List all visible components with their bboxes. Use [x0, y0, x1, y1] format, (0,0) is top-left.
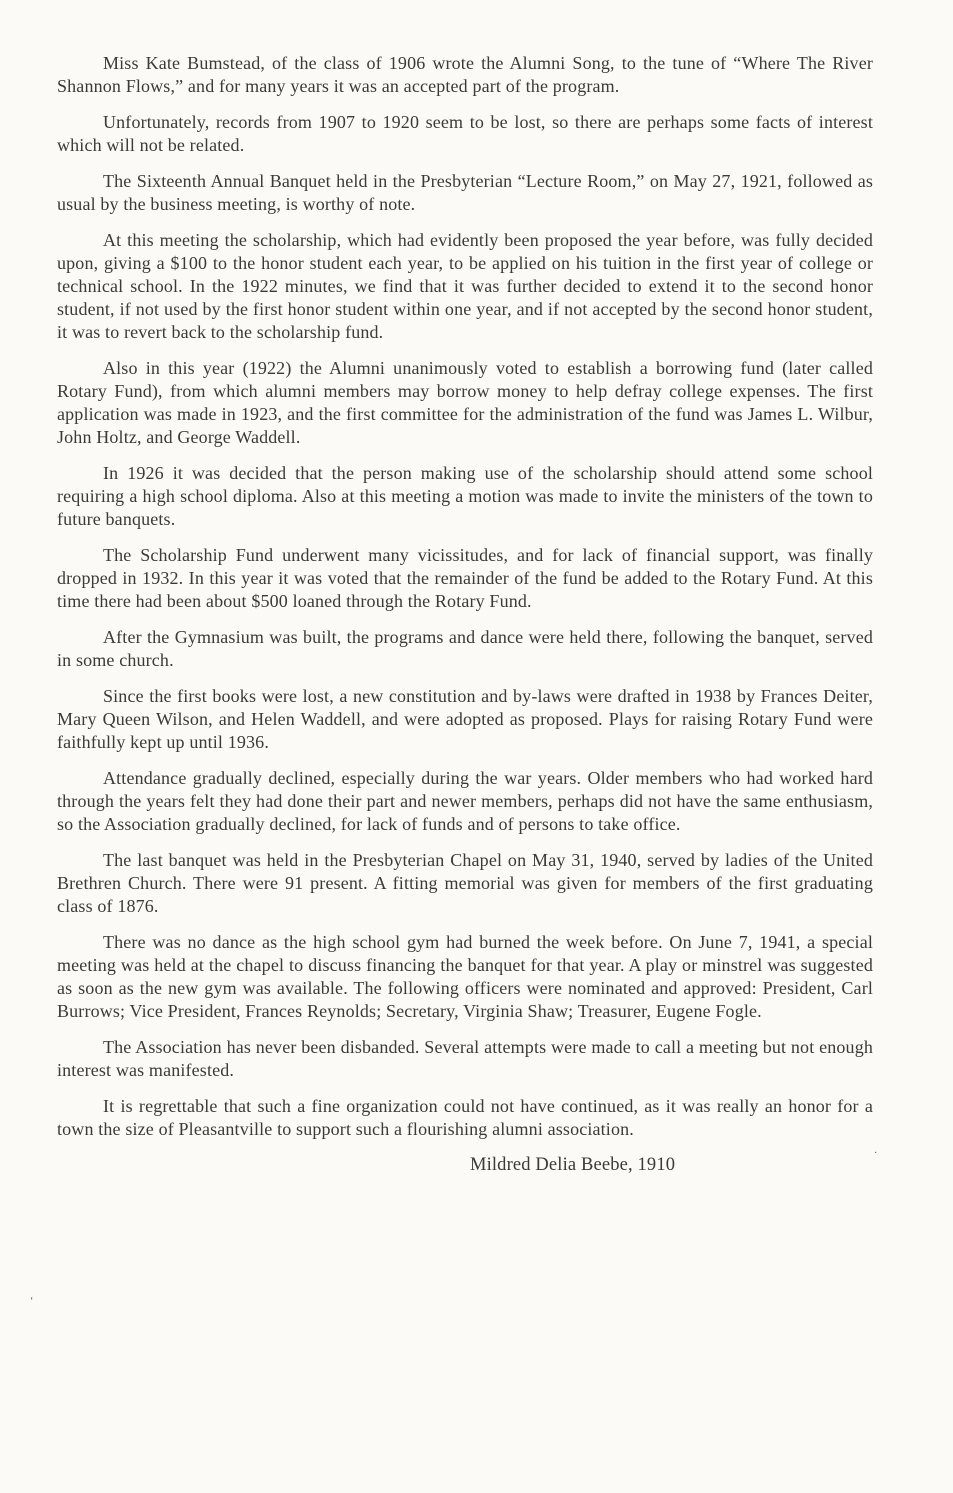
paragraph-scholarship: At this meeting the scholarship, which had evidently been proposed the year before, was fully decided upon, giving a $100 to the honor student each year, to be applied on his tuition in the first year of college or technical school. In the 1922 minutes, we find that it was further decided to extend it to the second honor student, if not used by the first honor student within one year, and if not accepted by the second honor student, it was to revert back to the scholarship fund.	[57, 230, 873, 342]
margin-mark: ·	[874, 1148, 878, 1159]
paragraph-gymnasium: After the Gymnasium was built, the programs and dance were held there, following the banquet, served in some church.	[57, 627, 873, 670]
paragraph-scholarship-dropped: The Scholarship Fund underwent many vicissitudes, and for lack of financial support, was finally dropped in 1932. In this year it was voted that the remainder of the fund be added to the Rotary Fund. At this time there had been about $500 loaned through the Rotary Fund.	[57, 545, 873, 611]
paragraph-alumni-song: Miss Kate Bumstead, of the class of 1906 wrote the Alumni Song, to the tune of “Where The River Shannon Flows,” and for many years it was an accepted part of the program.	[57, 53, 873, 96]
paragraph-lost-records: Unfortunately, records from 1907 to 1920 seem to be lost, so there are perhaps some facts of interest which will not be related.	[57, 112, 873, 155]
paragraph-constitution: Since the first books were lost, a new constitution and by-laws were drafted in 1938 by Frances Deiter, Mary Queen Wilson, and Helen Waddell, and were adopted as proposed. Plays for raising Rotary Fund were faithfully kept up until 1936.	[57, 686, 873, 752]
document-page	[57, 52, 873, 1177]
paragraph-special-meeting: There was no dance as the high school gym had burned the week before. On June 7, 1941, a special meeting was held at the chapel to discuss financing the banquet for that year. A play or minstrel was suggested as soon as the new gym was available. The following officers were nominated and approved: President, Carl Burrows; Vice President, Frances Reynolds; Secretary, Virginia Shaw; Treasurer, Eugene Fogle.	[57, 932, 873, 1021]
paragraph-attendance: Attendance gradually declined, especially during the war years. Older members who had worked hard through the years felt they had done their part and newer members, perhaps did not have the same enthusiasm, so the Association gradually declined, for lack of funds and of persons to take office.	[57, 768, 873, 834]
paragraph-closing: It is regrettable that such a fine organization could not have continued, as it was really an honor for a town the size of Pleasantville to support such a flourishing alumni association.	[57, 1096, 873, 1139]
paragraph-borrowing-fund: Also in this year (1922) the Alumni unanimously voted to establish a borrowing fund (later called Rotary Fund), from which alumni members may borrow money to help defray college expenses. The first application was made in 1923, and the first committee for the administration of the fund was James L. Wilbur, John Holtz, and George Waddell.	[57, 358, 873, 447]
margin-mark: ‘	[30, 1296, 34, 1307]
signature: Mildred Delia Beebe, 1910	[470, 1155, 676, 1175]
paragraph-1926-decision: In 1926 it was decided that the person making use of the scholarship should attend some school requiring a high school diploma. Also at this meeting a motion was made to invite the ministers of the town to future banquets.	[57, 463, 873, 529]
paragraph-sixteenth-banquet: The Sixteenth Annual Banquet held in the Presbyterian “Lecture Room,” on May 27, 1921, followed as usual by the business meeting, is worthy of note.	[57, 171, 873, 214]
paragraph-not-disbanded: The Association has never been disbanded. Several attempts were made to call a meeting but not enough interest was manifested.	[57, 1037, 873, 1080]
paragraph-last-banquet: The last banquet was held in the Presbyterian Chapel on May 31, 1940, served by ladies of the United Brethren Church. There were 91 present. A fitting memorial was given for members of the first graduating class of 1876.	[57, 850, 873, 916]
